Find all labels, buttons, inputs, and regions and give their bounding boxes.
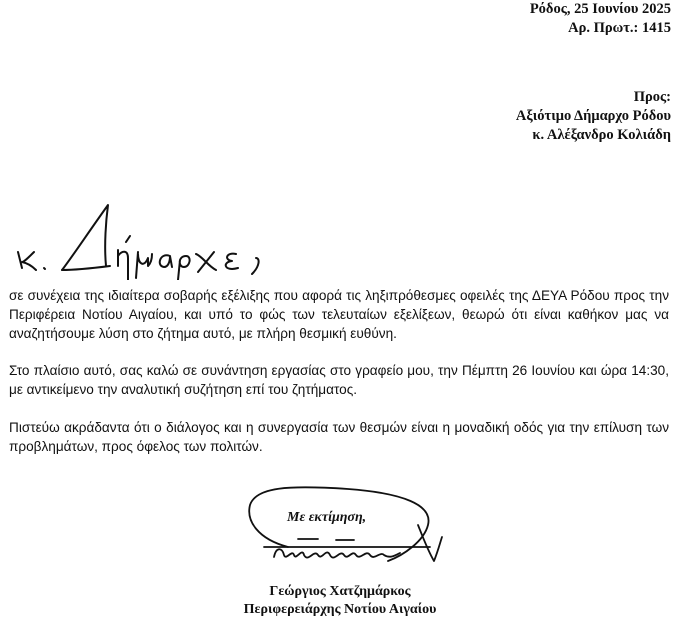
recipient-to-label: Προς:	[633, 89, 671, 105]
signer-title: Περιφερειάρχης Νοτίου Αιγαίου	[243, 602, 437, 617]
protocol-number: Αρ. Πρωτ.: 1415	[568, 20, 671, 36]
signature	[228, 485, 468, 575]
letter-header	[530, 0, 671, 38]
closing-phrase: Με εκτίμηση,	[287, 510, 367, 525]
body-paragraph-2: Στο πλαίσιο αυτό, σας καλώ σε συνάντηση εργασίας στο γραφείο μου, την Πέμπτη 26 Ιουνίου και ώρα 14:30, με αντικείμενο την αναλυτική συζήτηση επί του ζητήματος.	[9, 363, 669, 397]
signer-block	[220, 583, 460, 619]
signer-name: Γεώργιος Χατζημάρκος	[269, 584, 411, 599]
place-date: Ρόδος, 25 Ιουνίου 2025	[529, 1, 671, 17]
recipient-line-2: κ. Αλέξανδρο Κολιάδη	[532, 127, 671, 143]
body-paragraph-3: Πιστεύω ακράδαντα ότι ο διάλογος και η συνεργασία των θεσμών είναι η μοναδική οδός για την επίλυση των προβλημάτων, προς όφελος των πολιτών.	[9, 420, 669, 454]
recipient-block	[516, 88, 671, 145]
body-paragraph-1: σε συνέχεια της ιδιαίτερα σοβαρής εξέλιξης που αφορά τις ληξιπρόθεσμες οφειλές της ΔΕΥΑ Ρόδου προς την Περιφέρεια Νοτίου Αιγαίου, και υπό το φώς των τελευταίων εξελίξεων, θεωρώ ότι είναι καθήκον μας να αναζητήσουμε λύση στο ζήτημα αυτό, με πλήρη θεσμική ευθύνη.	[9, 288, 669, 341]
recipient-line-1: Αξιότιμο Δήμαρχο Ρόδου	[515, 108, 671, 124]
handwritten-salutation	[10, 200, 280, 280]
